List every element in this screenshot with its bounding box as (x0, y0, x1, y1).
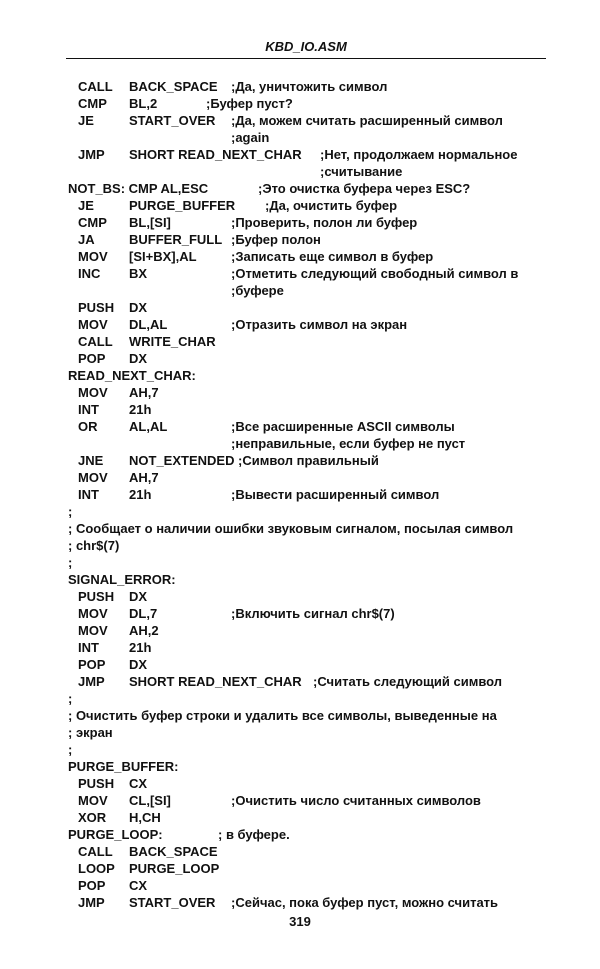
code-operand: H,CH (129, 810, 161, 825)
code-opcode: INT (78, 487, 99, 502)
code-label: PURGE_BUFFER: (68, 759, 179, 774)
code-comment: ;Да, можем считать расширенный символ (231, 113, 503, 128)
code-opcode: PUSH (78, 300, 115, 315)
code-line (0, 809, 600, 826)
code-line (0, 520, 600, 537)
code-operand: DX (129, 351, 148, 366)
code-label: ; (68, 504, 73, 519)
code-operand: BACK_SPACE (129, 844, 218, 859)
code-line (0, 248, 600, 265)
code-line (0, 163, 600, 180)
code-comment: ;Нет, продолжаем нормальное (320, 147, 518, 162)
code-operand: WRITE_CHAR (129, 334, 216, 349)
page-number: 319 (289, 914, 311, 929)
code-operand: AH,7 (129, 385, 159, 400)
code-line (0, 537, 600, 554)
code-label: ; (68, 691, 73, 706)
code-opcode: XOR (78, 810, 107, 825)
code-opcode: POP (78, 351, 106, 366)
code-line (0, 350, 600, 367)
code-comment: ;Буфер пуст? (206, 96, 293, 111)
code-opcode: LOOP (78, 861, 115, 876)
code-operand: SHORT READ_NEXT_CHAR (129, 147, 302, 162)
running-header: KBD_IO.ASM (265, 39, 347, 54)
code-operand: CL,[SI] (129, 793, 171, 808)
code-line (0, 95, 600, 112)
code-line (0, 741, 600, 758)
code-opcode: JMP (78, 895, 105, 910)
code-label: PURGE_LOOP: (68, 827, 163, 842)
code-opcode: MOV (78, 385, 108, 400)
code-operand: START_OVER (129, 895, 216, 910)
code-comment: ;Символ правильный (238, 453, 379, 468)
code-operand: 21h (129, 402, 152, 417)
code-line (0, 673, 600, 690)
code-label: ; Очистить буфер строки и удалить все символы, выведенные на (68, 708, 497, 723)
code-line (0, 435, 600, 452)
code-comment: ;Включить сигнал chr$(7) (231, 606, 395, 621)
code-line (0, 860, 600, 877)
code-opcode: JNE (78, 453, 104, 468)
code-operand: PURGE_LOOP (129, 861, 220, 876)
code-operand: DL,AL (129, 317, 168, 332)
code-opcode: CALL (78, 844, 113, 859)
code-line (0, 78, 600, 95)
code-label: ; chr$(7) (68, 538, 120, 553)
code-line (0, 129, 600, 146)
code-line (0, 384, 600, 401)
code-operand: START_OVER (129, 113, 216, 128)
code-line (0, 639, 600, 656)
code-operand: DX (129, 657, 148, 672)
code-comment: ;Буфер полон (231, 232, 321, 247)
code-opcode: JA (78, 232, 95, 247)
code-comment: ;Проверить, полон ли буфер (231, 215, 418, 230)
code-line (0, 282, 600, 299)
code-line (0, 894, 600, 911)
code-operand: AH,7 (129, 470, 159, 485)
code-operand: BL,[SI] (129, 215, 171, 230)
code-operand: BUFFER_FULL (129, 232, 223, 247)
code-operand: BX (129, 266, 148, 281)
code-line (0, 112, 600, 129)
code-operand: NOT_EXTENDED (129, 453, 235, 468)
code-line (0, 554, 600, 571)
code-operand: BACK_SPACE (129, 79, 218, 94)
code-line (0, 316, 600, 333)
code-opcode: CMP (78, 96, 107, 111)
code-opcode: MOV (78, 317, 108, 332)
code-label: ; экран (68, 725, 113, 740)
code-opcode: JMP (78, 674, 105, 689)
code-line (0, 418, 600, 435)
code-operand: BL,2 (129, 96, 158, 111)
code-opcode: POP (78, 878, 106, 893)
code-opcode: CMP (78, 215, 107, 230)
code-line (0, 214, 600, 231)
code-opcode: CALL (78, 79, 113, 94)
code-opcode: MOV (78, 249, 108, 264)
code-line (0, 792, 600, 809)
code-comment: ;Это очистка буфера через ESC? (258, 181, 471, 196)
code-operand: SHORT READ_NEXT_CHAR (129, 674, 302, 689)
code-opcode: INT (78, 640, 99, 655)
code-comment-continuation: ;неправильные, если буфер не пуст (231, 436, 466, 451)
code-operand: AH,2 (129, 623, 159, 638)
code-line (0, 333, 600, 350)
code-operand: DX (129, 589, 148, 604)
code-line (0, 231, 600, 248)
code-opcode: POP (78, 657, 106, 672)
code-line (0, 486, 600, 503)
code-opcode: MOV (78, 623, 108, 638)
code-comment: ;Вывести расширенный символ (231, 487, 440, 502)
code-comment-continuation: ;буфере (231, 283, 284, 298)
code-line (0, 758, 600, 775)
code-line (0, 469, 600, 486)
code-line (0, 588, 600, 605)
code-line (0, 401, 600, 418)
code-comment: ;Отметить следующий свободный символ в (231, 266, 519, 281)
code-operand: PURGE_BUFFER (129, 198, 236, 213)
code-comment: ;Считать следующий символ (313, 674, 503, 689)
code-opcode: OR (78, 419, 98, 434)
code-comment: ;Все расширенные ASCII символы (231, 419, 455, 434)
code-line (0, 146, 600, 163)
code-comment: ;Очистить число считанных символов (231, 793, 481, 808)
code-opcode: PUSH (78, 589, 115, 604)
code-operand: CX (129, 878, 148, 893)
code-comment: ;Да, очистить буфер (265, 198, 398, 213)
code-opcode: MOV (78, 470, 108, 485)
code-operand: CX (129, 776, 148, 791)
code-operand: DL,7 (129, 606, 158, 621)
code-operand: AL,AL (129, 419, 168, 434)
code-line (0, 299, 600, 316)
code-opcode: JE (78, 113, 94, 128)
code-line (0, 452, 600, 469)
code-line (0, 707, 600, 724)
code-comment: ; в буфере. (218, 827, 290, 842)
code-comment: ;Отразить символ на экран (231, 317, 408, 332)
code-operand: 21h (129, 640, 152, 655)
code-operand: 21h (129, 487, 152, 502)
code-operand: [SI+BX],AL (129, 249, 197, 264)
code-line (0, 503, 600, 520)
code-label: ; (68, 742, 73, 757)
code-line (0, 605, 600, 622)
code-line (0, 826, 600, 843)
code-opcode: JMP (78, 147, 105, 162)
code-line (0, 622, 600, 639)
code-line (0, 690, 600, 707)
code-line (0, 197, 600, 214)
code-comment-continuation: ;again (231, 130, 270, 145)
code-label: ; Сообщает о наличии ошибки звуковым сигналом, посылая символ (68, 521, 514, 536)
code-operand: DX (129, 300, 148, 315)
code-label: ; (68, 555, 73, 570)
code-line (0, 775, 600, 792)
code-line (0, 877, 600, 894)
code-comment: ;Сейчас, пока буфер пуст, можно считать (231, 895, 499, 910)
code-opcode: INC (78, 266, 101, 281)
code-line (0, 571, 600, 588)
code-comment: ;Да, уничтожить символ (231, 79, 388, 94)
code-opcode: PUSH (78, 776, 115, 791)
code-opcode: MOV (78, 793, 108, 808)
code-opcode: CALL (78, 334, 113, 349)
code-comment-continuation: ;считывание (320, 164, 403, 179)
code-comment: ;Записать еще символ в буфер (231, 249, 434, 264)
code-label: NOT_BS: CMP AL,ESC (68, 181, 209, 196)
code-line (0, 367, 600, 384)
code-line (0, 843, 600, 860)
code-line (0, 724, 600, 741)
code-label: SIGNAL_ERROR: (68, 572, 176, 587)
code-line (0, 180, 600, 197)
code-opcode: MOV (78, 606, 108, 621)
code-label: READ_NEXT_CHAR: (68, 368, 196, 383)
code-opcode: INT (78, 402, 99, 417)
code-line (0, 265, 600, 282)
code-line (0, 656, 600, 673)
code-opcode: JE (78, 198, 94, 213)
